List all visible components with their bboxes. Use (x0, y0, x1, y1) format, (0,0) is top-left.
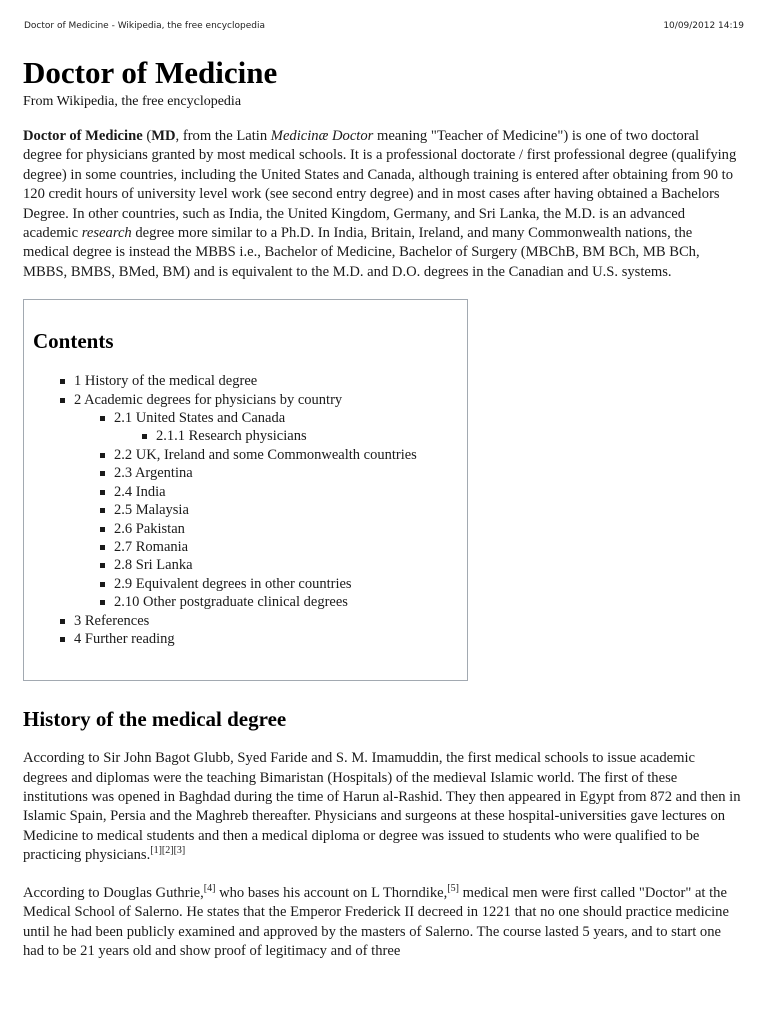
intro-research: research (81, 225, 132, 242)
toc-item[interactable] (33, 391, 467, 409)
toc-item[interactable] (33, 520, 467, 538)
toc-item-label[interactable]: 2 Academic degrees for physicians by country (74, 391, 343, 408)
toc-item[interactable] (33, 446, 467, 464)
toc-title: Contents (33, 329, 114, 354)
bullet-icon (100, 545, 105, 550)
toc-item-label[interactable]: 2.6 Pakistan (114, 520, 185, 537)
toc-item[interactable] (33, 612, 467, 630)
article-content (23, 54, 741, 961)
section-heading-history: History of the medical degree (23, 707, 287, 732)
bullet-icon (100, 563, 105, 568)
bullet-icon (60, 637, 65, 642)
toc-item-label[interactable]: 2.7 Romania (114, 538, 189, 555)
history-p1-refs[interactable]: [1][2][3] (150, 845, 186, 857)
page-title: Doctor of Medicine (23, 55, 278, 90)
toc-item-label[interactable]: 2.8 Sri Lanka (114, 557, 193, 574)
bullet-icon (100, 600, 105, 605)
toc-item[interactable] (33, 464, 467, 482)
table-of-contents (23, 299, 468, 681)
toc-item-label[interactable]: 2.3 Argentina (114, 465, 193, 482)
history-paragraph-1 (23, 749, 741, 865)
toc-item-label[interactable]: 1 History of the medical degree (74, 373, 258, 390)
history-p2-text-3: medical men were first called "Doctor" at the Medical School of Salerno. He states that the Emperor Frederick II decreed in 1221 that no one should practice medicine until he had been publicly examined and approved by the masters of Salerno. The course lasted 5 years, and to start one had to be 21 years old and show proof of legitimacy and of three (23, 884, 729, 959)
toc-item[interactable] (33, 556, 467, 574)
toc-item-label[interactable]: 2.1.1 Research physicians (156, 428, 307, 445)
intro-text-3: degree more similar to a Ph.D. In India, Britain, Ireland, and many Commonwealth nations, the medical degree is instead the MBBS i.e., Bachelor of Medicine, Bachelor of Surgery (MBChB, BM BCh, MB BCh, MBBS, BMBS, BMed, BM) and is equivalent to the M.D. and D.O. degrees in the Canadian and U.S. systems. (23, 225, 700, 280)
toc-list (33, 372, 467, 648)
citation-ref-5[interactable]: [5] (447, 882, 459, 894)
bullet-icon (60, 619, 65, 624)
print-header-title: Doctor of Medicine - Wikipedia, the free encyclopedia (24, 21, 265, 31)
bullet-icon (100, 416, 105, 421)
bullet-icon (100, 527, 105, 532)
history-p1-text: According to Sir John Bagot Glubb, Syed Faride and S. M. Imamuddin, the first medical schools to issue academic degrees and diplomas were the teaching Bimaristan (Hospitals) of the medieval Islamic world. The first of these institutions was opened in Baghdad during the time of Harun al-Rashid. They then appeared in Egypt from 872 and then in Islamic Spain, Persia and the Maghreb thereafter. Physicians and surgeons at these hospital-universities gave lectures on Medicine to medical students and then a medical diploma or degree was issued to students who were qualified to be practicing physicians. (23, 750, 741, 864)
bullet-icon (100, 471, 105, 476)
toc-item[interactable] (33, 427, 467, 445)
print-header (24, 21, 744, 35)
toc-item[interactable] (33, 483, 467, 501)
intro-text-1: , from the Latin (175, 128, 271, 144)
bullet-icon (100, 508, 105, 513)
toc-item[interactable] (33, 593, 467, 611)
toc-item-label[interactable]: 4 Further reading (74, 630, 175, 647)
citation-ref-4[interactable]: [4] (203, 882, 216, 894)
intro-latin: Medicinæ Doctor (270, 128, 374, 144)
bullet-icon (100, 582, 105, 587)
intro-paragraph (23, 127, 741, 282)
toc-item[interactable] (33, 409, 467, 427)
print-header-timestamp: 10/09/2012 14:19 (663, 21, 744, 31)
toc-item-label[interactable]: 2.4 India (114, 483, 166, 500)
intro-bold-term: Doctor of Medicine (23, 128, 143, 144)
intro-abbr: MD (151, 128, 176, 144)
history-p2-text-1: According to Douglas Guthrie, (23, 884, 204, 901)
bullet-icon (60, 398, 65, 403)
toc-item[interactable] (33, 630, 467, 648)
intro-open-paren: ( (142, 128, 152, 144)
bullet-icon (100, 490, 105, 495)
history-paragraph-2 (23, 884, 741, 962)
toc-item[interactable] (33, 575, 467, 593)
page-tagline: From Wikipedia, the free encyclopedia (23, 94, 242, 109)
toc-item[interactable] (33, 538, 467, 556)
toc-item-label[interactable]: 2.2 UK, Ireland and some Commonwealth countries (114, 446, 417, 463)
intro-text-2: meaning "Teacher of Medicine") is one of two doctoral degree for physicians granted by most medical schools. It is a professional doctorate / first professional degree (qualifying degree) in some countries, including the United States and Canada, although training is entered after obtaining from 90 to 120 credit hours of university level work (see second entry degree) and in most cases after having obtained a Bachelors Degree. In other countries, such as India, the United Kingdom, Germany, and Sri Lanka, the M.D. is an advanced academic (23, 128, 737, 242)
toc-item-label[interactable]: 2.5 Malaysia (114, 502, 189, 519)
toc-item-label[interactable]: 3 References (74, 612, 150, 629)
toc-item[interactable] (33, 501, 467, 519)
toc-item-label[interactable]: 2.1 United States and Canada (114, 410, 286, 427)
toc-item-label[interactable]: 2.10 Other postgraduate clinical degrees (114, 594, 348, 611)
history-p2-text-2: who bases his account on L Thorndike, (215, 884, 448, 901)
bullet-icon (60, 379, 65, 384)
toc-item[interactable] (33, 372, 467, 390)
bullet-icon (100, 453, 105, 458)
bullet-icon (142, 434, 147, 439)
toc-item-label[interactable]: 2.9 Equivalent degrees in other countries (114, 575, 352, 592)
